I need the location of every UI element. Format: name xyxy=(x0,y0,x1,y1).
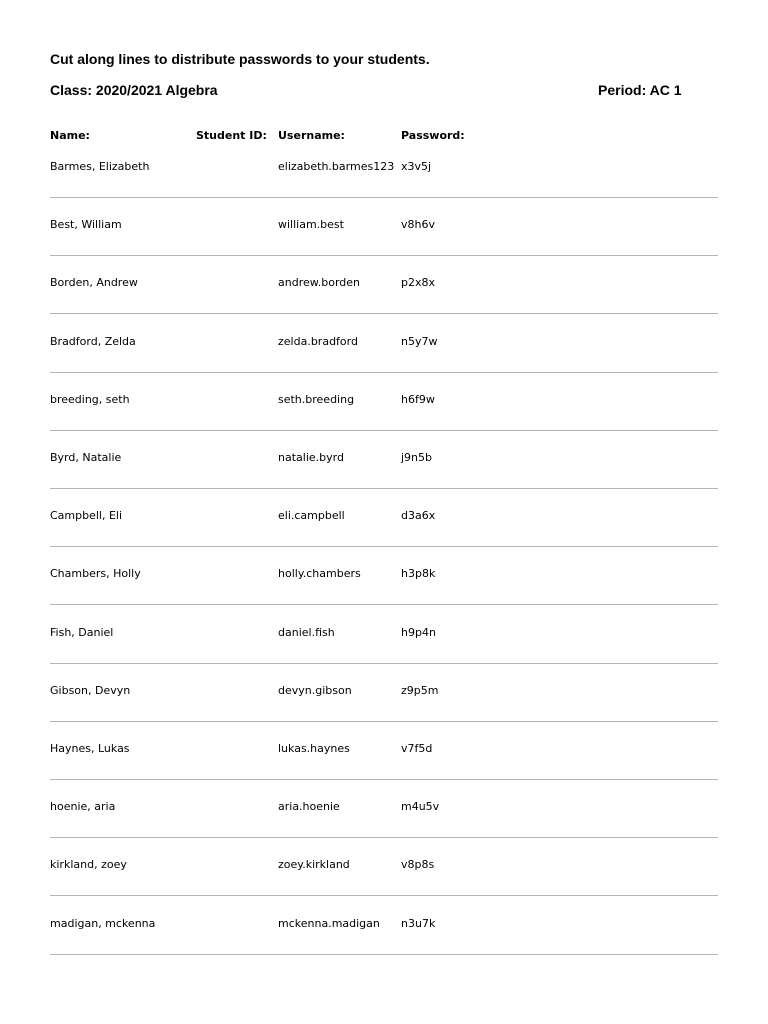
student-row xyxy=(0,567,768,625)
student-password: n5y7w xyxy=(401,334,438,348)
student-username: andrew.borden xyxy=(278,276,360,290)
period-label: Period: AC 1 xyxy=(598,82,682,98)
column-header-name: Name: xyxy=(50,129,90,142)
student-row xyxy=(0,335,768,393)
student-username: mckenna.madigan xyxy=(278,916,380,930)
student-name: Fish, Daniel xyxy=(50,625,114,639)
column-header-student-id: Student ID: xyxy=(196,129,267,142)
cut-line xyxy=(50,197,718,198)
student-name: Campbell, Eli xyxy=(50,509,123,523)
student-password: h3p8k xyxy=(401,567,436,581)
student-username: elizabeth.barmes123 xyxy=(278,160,395,173)
student-password: x3v5j xyxy=(401,160,432,173)
student-name: Bradford, Zelda xyxy=(50,334,136,348)
cut-line xyxy=(50,372,718,373)
student-username: lukas.haynes xyxy=(278,742,350,755)
student-username: seth.breeding xyxy=(278,392,355,406)
student-username: zoey.kirkland xyxy=(278,858,350,872)
cut-line xyxy=(50,546,718,547)
student-name: Barmes, Elizabeth xyxy=(50,160,150,173)
cut-line xyxy=(50,721,718,722)
student-password: d3a6x xyxy=(401,509,436,523)
student-name: Borden, Andrew xyxy=(50,276,138,290)
student-username: william.best xyxy=(278,218,344,232)
student-row xyxy=(0,742,768,800)
student-name: Gibson, Devyn xyxy=(50,683,131,697)
student-row xyxy=(0,276,768,334)
student-password: j9n5b xyxy=(401,451,433,464)
cut-line xyxy=(50,663,718,664)
student-row xyxy=(0,218,768,276)
student-row xyxy=(0,509,768,567)
student-name: Byrd, Natalie xyxy=(50,451,122,464)
column-header-password: Password: xyxy=(401,129,465,142)
student-username: holly.chambers xyxy=(278,567,361,581)
student-password: n3u7k xyxy=(401,916,436,930)
student-row xyxy=(0,393,768,451)
student-name: kirkland, zoey xyxy=(50,858,127,872)
student-username: zelda.bradford xyxy=(278,334,358,348)
student-name: madigan, mckenna xyxy=(50,916,156,930)
student-name: breeding, seth xyxy=(50,392,130,406)
instructions-heading: Cut along lines to distribute passwords to your students. xyxy=(50,51,430,67)
student-name: Best, William xyxy=(50,218,122,232)
student-row xyxy=(0,684,768,742)
student-row xyxy=(0,160,768,218)
cut-line xyxy=(50,604,718,605)
student-password: v8p8s xyxy=(401,858,435,872)
class-label: Class: 2020/2021 Algebra xyxy=(50,82,218,98)
cut-line xyxy=(50,430,718,431)
cut-line xyxy=(50,837,718,838)
student-password: v8h6v xyxy=(401,218,435,232)
cut-line xyxy=(50,313,718,314)
student-username: natalie.byrd xyxy=(278,451,344,464)
cut-line xyxy=(50,954,718,955)
student-password: v7f5d xyxy=(401,742,433,755)
student-name: hoenie, aria xyxy=(50,800,116,814)
student-username: devyn.gibson xyxy=(278,683,352,697)
student-row xyxy=(0,917,768,975)
column-header-username: Username: xyxy=(278,129,345,142)
student-password: z9p5m xyxy=(401,683,439,697)
student-username: daniel.fish xyxy=(278,625,335,639)
student-username: eli.campbell xyxy=(278,509,345,523)
student-username: aria.hoenie xyxy=(278,800,340,814)
student-row xyxy=(0,800,768,858)
student-password: h6f9w xyxy=(401,392,435,406)
cut-line xyxy=(50,255,718,256)
student-row xyxy=(0,451,768,509)
student-name: Chambers, Holly xyxy=(50,567,141,581)
cut-line xyxy=(50,895,718,896)
student-password: p2x8x xyxy=(401,276,435,290)
student-name: Haynes, Lukas xyxy=(50,742,130,755)
student-row xyxy=(0,626,768,684)
cut-line xyxy=(50,779,718,780)
student-password: m4u5v xyxy=(401,800,440,814)
cut-line xyxy=(50,488,718,489)
student-row xyxy=(0,858,768,916)
student-password: h9p4n xyxy=(401,625,436,639)
